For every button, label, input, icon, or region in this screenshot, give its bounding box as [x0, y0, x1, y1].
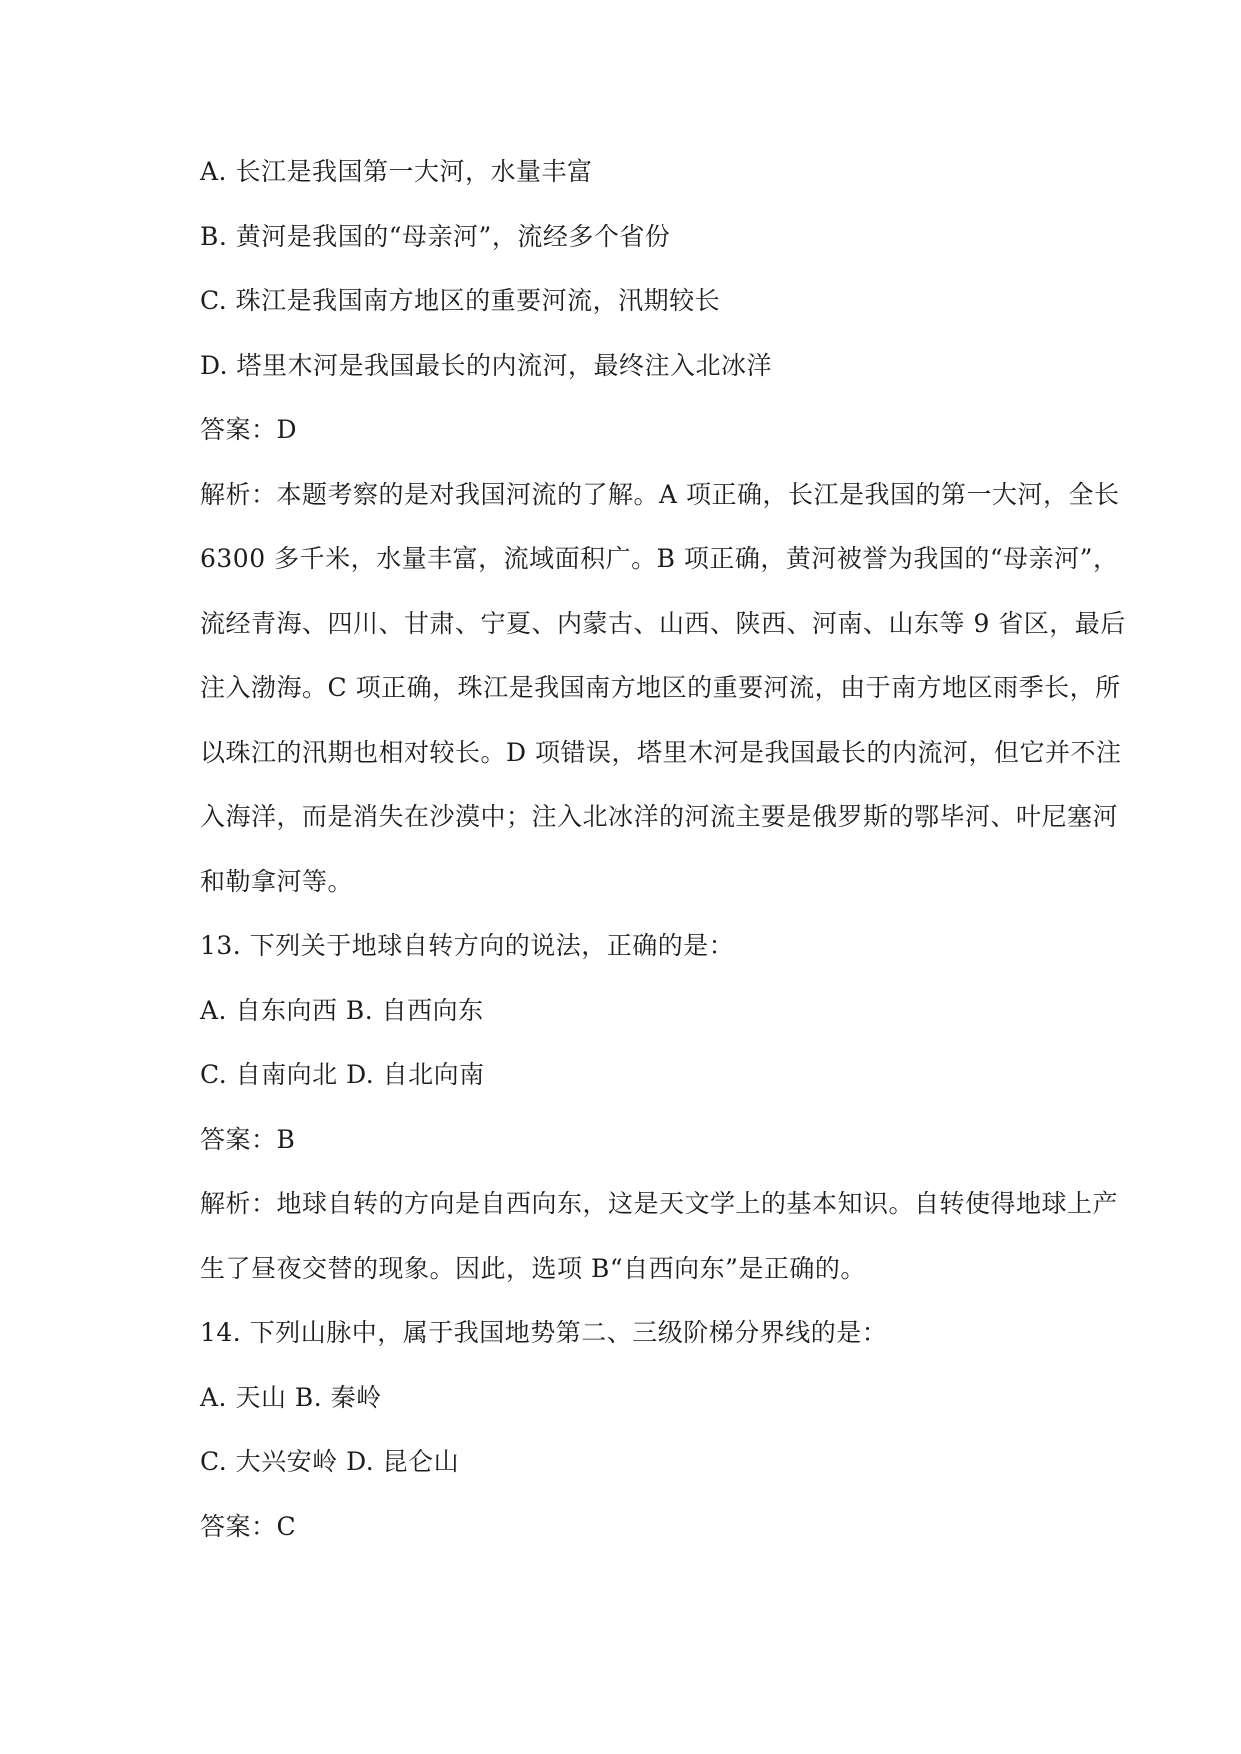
q12-analysis-line: 注入渤海。C 项正确，珠江是我国南方地区的重要河流，由于南方地区雨季长，所 [200, 673, 1121, 702]
q13-options-row2: C. 自南向北 D. 自北向南 [200, 1060, 485, 1089]
q12-option-d: D. 塔里木河是我国最长的内流河，最终注入北冰洋 [200, 350, 773, 380]
q13-analysis-line: 生了昼夜交替的现象。因此，选项 B“自西向东”是正确的。 [200, 1253, 866, 1283]
q14-question: 14. 下列山脉中，属于我国地势第二、三级阶梯分界线的是： [200, 1318, 888, 1347]
q14-options-row1: A. 天山 B. 秦岭 [200, 1382, 382, 1412]
q13-analysis-line: 解析：地球自转的方向是自西向东，这是天文学上的基本知识。自转使得地球上产 [200, 1189, 1119, 1218]
q12-analysis [200, 463, 1126, 915]
q13-question: 13. 下列关于地球自转方向的说法，正确的是： [200, 931, 735, 960]
q13-answer: 答案：B [200, 1124, 296, 1154]
q14-options-row2: C. 大兴安岭 D. 昆仑山 [200, 1447, 460, 1476]
q12-analysis-line: 解析：本题考察的是对我国河流的了解。A 项正确，长江是我国的第一大河，全长 [200, 479, 1120, 509]
q12-option-c: C. 珠江是我国南方地区的重要河流，汛期较长 [200, 286, 721, 315]
q12-option-b: B. 黄河是我国的“母亲河”，流经多个省份 [200, 221, 671, 251]
q12-option-a: A. 长江是我国第一大河，水量丰富 [200, 157, 593, 186]
q12-analysis-line: 流经青海、四川、甘肃、宁夏、内蒙古、山西、陕西、河南、山东等 9 省区，最后 [200, 608, 1126, 638]
q13-analysis [200, 1172, 1119, 1301]
document-content [200, 140, 1126, 1559]
q12-analysis-line: 6300 多千米，水量丰富，流域面积广。B 项正确，黄河被誉为我国的“母亲河”， [200, 544, 1119, 573]
q14-answer: 答案：C [200, 1511, 297, 1541]
q12-analysis-line: 以珠江的汛期也相对较长。D 项错误，塔里木河是我国最长的内流河，但它并不注 [200, 737, 1122, 767]
q12-analysis-line: 入海洋，而是消失在沙漠中；注入北冰洋的河流主要是俄罗斯的鄂毕河、叶尼塞河 [200, 802, 1119, 831]
q13-options-row1: A. 自东向西 B. 自西向东 [200, 995, 484, 1025]
q12-analysis-line: 和勒拿河等。 [200, 866, 354, 896]
q12-answer: 答案：D [200, 415, 298, 444]
